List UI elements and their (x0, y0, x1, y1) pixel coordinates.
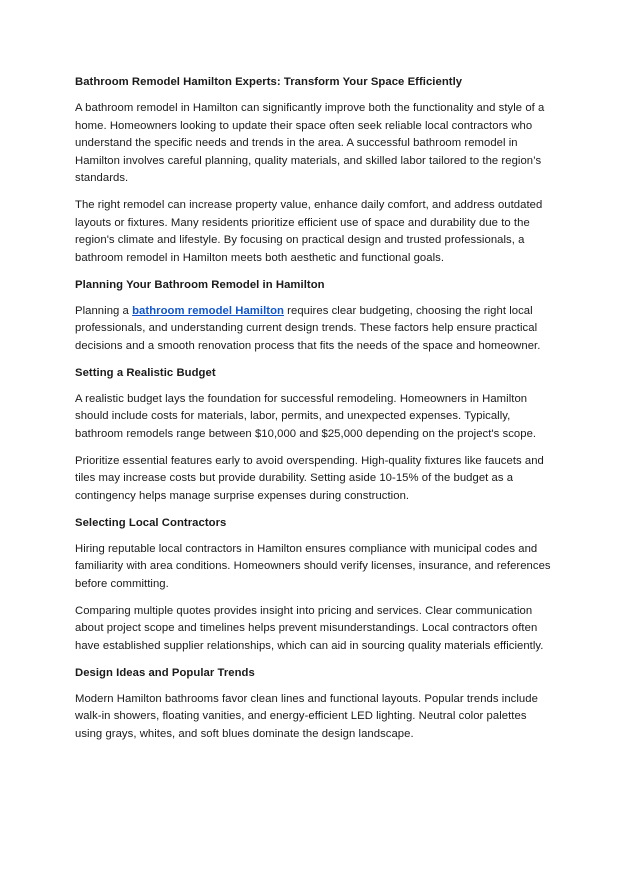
intro-paragraph-2: The right remodel can increase property value, enhance daily comfort, and address outdated layouts or fixtures. Many residents prioritize efficient use of space and durability due to the region's climate and lifestyle. By focusing on practical design and trusted professionals, a bathroom remodel in Hamilton meets both aesthetic and functional goals. (75, 199, 543, 264)
budget-paragraph-2: Prioritize essential features early to avoid overspending. High-quality fixtures like faucets and tiles may increase costs but provide durability. Setting aside 10-15% of the budget as a contingency helps manage surprise expenses during construction. (75, 454, 544, 502)
contractors-paragraph-1: Hiring reputable local contractors in Hamilton ensures compliance with municipal codes and familiarity with area conditions. Homeowners should verify licenses, insurance, and references before committing. (75, 542, 551, 590)
budget-heading: Setting a Realistic Budget (75, 366, 216, 379)
budget-paragraph-1: A realistic budget lays the foundation for successful remodeling. Homeowners in Hamilton should include costs for materials, labor, permits, and unexpected expenses. Typically, bathroom remodels range between $10,000 and $25,000 depending on the project's scope. (75, 392, 537, 440)
bathroom-remodel-hamilton-link[interactable]: bathroom remodel Hamilton (132, 304, 284, 317)
document-title: Bathroom Remodel Hamilton Experts: Transform Your Space Efficiently (75, 76, 463, 88)
document-page (75, 74, 551, 753)
design-heading: Design Ideas and Popular Trends (75, 666, 255, 679)
intro-paragraph-1: A bathroom remodel in Hamilton can significantly improve both the functionality and style of a home. Homeowners looking to update their space often seek reliable local contractors who understand the specific needs and trends in the area. A successful bathroom remodel in Hamilton involves careful planning, quality materials, and skilled labor tailored to the region’s standards. (75, 102, 545, 184)
contractors-heading: Selecting Local Contractors (75, 516, 227, 529)
planning-text-after: requires clear budgeting, choosing the right local professionals, and understanding current design trends. These factors help ensure practical decisions and a smooth renovation process that fits the needs of the space and homeowner. (75, 304, 541, 352)
contractors-paragraph-2: Comparing multiple quotes provides insight into pricing and services. Clear communication about project scope and timelines helps prevent misunderstandings. Local contractors often have established supplier relationships, which can aid in sourcing quality materials efficiently. (75, 604, 544, 652)
planning-text-before: Planning a (75, 304, 133, 317)
planning-heading: Planning Your Bathroom Remodel in Hamilton (75, 278, 325, 291)
design-paragraph-1: Modern Hamilton bathrooms favor clean lines and functional layouts. Popular trends include walk-in showers, floating vanities, and energy-efficient LED lighting. Neutral color palettes using grays, whites, and soft blues dominate the design landscape. (75, 692, 538, 740)
planning-paragraph (75, 303, 551, 356)
